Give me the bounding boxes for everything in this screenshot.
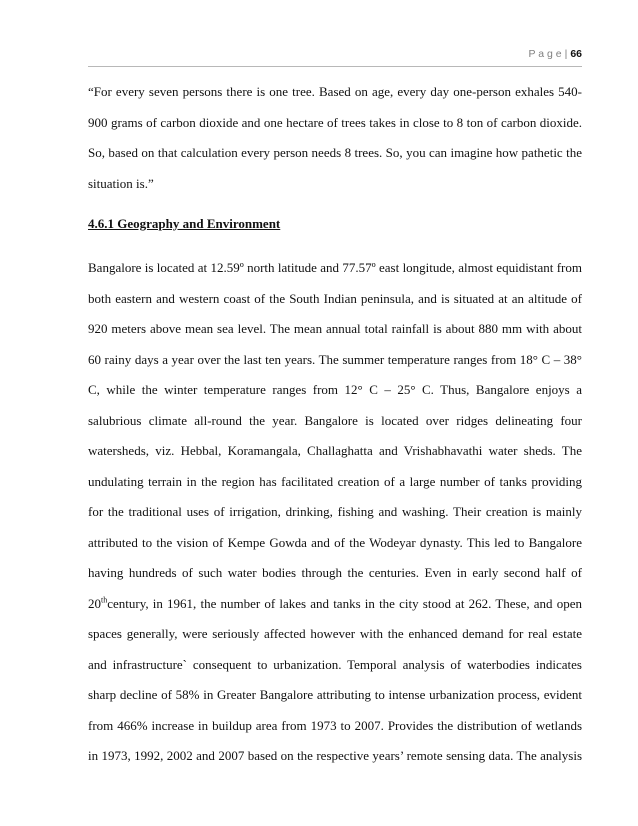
- page-label: P a g e: [528, 48, 562, 60]
- page-separator: |: [564, 48, 568, 60]
- page-number: 66: [570, 48, 582, 60]
- geography-paragraph: [88, 253, 582, 772]
- quote-paragraph: “For every seven persons there is one tree. Based on age, every day one-person exhales 540-900 grams of carbon dioxide and one hectare of trees takes in close to 8 ton of carbon dioxide. So, based on that calculation every person needs 8 trees. So, you can imagine how pathetic the situation is.”: [88, 84, 582, 191]
- document-body: [88, 77, 582, 772]
- paragraph-text-part1: Bangalore is located at 12.59º north latitude and 77.57º east longitude, almost equidistant from both eastern and western coast of the South Indian peninsula, and is situated at an altitude of 920 meters above mean sea level. The mean annual total rainfall is about 880 mm with about 60 rainy days a year over the last ten years. The summer temperature ranges from 18° C – 38° C, while the winter temperature ranges from 12° C – 25° C. Thus, Bangalore enjoys a salubrious climate all-round the year. Bangalore is located over ridges delineating four watersheds, viz. Hebbal, Koramangala, Challaghatta and Vrishabhavathi water sheds. The undulating terrain in the region has facilitated creation of a large number of tanks providing for the traditional uses of irrigation, drinking, fishing and washing. Their creation is mainly attributed to the vision of Kempe Gowda and of the Wodeyar dynasty. This led to Bangalore having hundreds of such water bodies through the centuries. Even in early second half of 20: [88, 260, 582, 611]
- paragraph-text-part2: century, in 1961, the number of lakes and tanks in the city stood at 262. These, and open spaces generally, were seriously affected however with the enhanced demand for real estate and infrastructure` consequent to urbanization. Temporal analysis of waterbodies indicates sharp decline of 58% in Greater Bangalore attributing to intense urbanization process, evident from 466% increase in buildup area from 1973 to 2007. Provides the distribution of wetlands in 1973, 1992, 2002 and 2007 based on the respective years’ remote sensing data. The analysis: [88, 595, 582, 763]
- page-header: [88, 47, 582, 67]
- section-heading: 4.6.1 Geography and Environment: [88, 216, 281, 231]
- superscript-th: th: [101, 595, 108, 605]
